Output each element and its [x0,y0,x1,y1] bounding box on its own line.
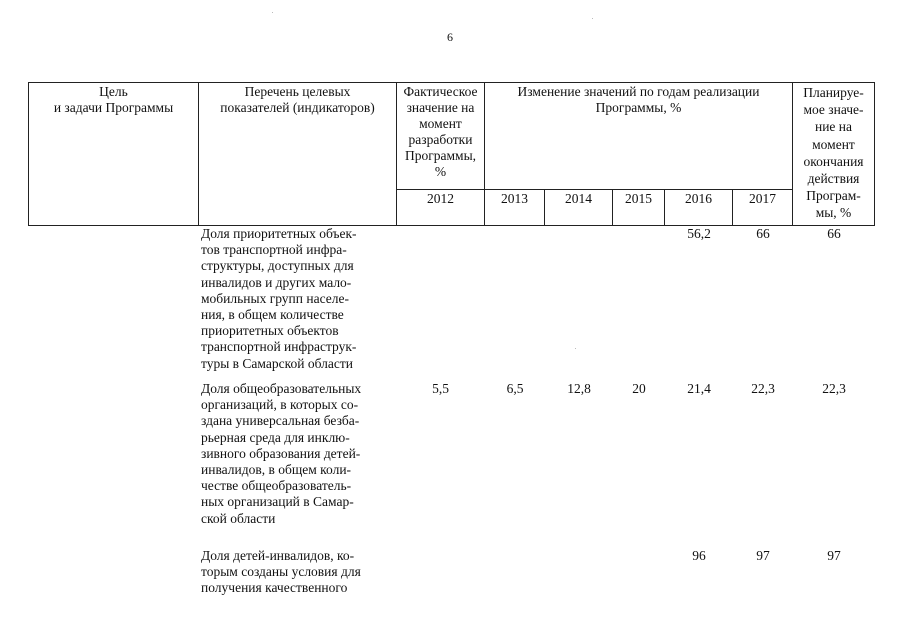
year-2014-header: 2014 [545,190,613,226]
table-header [28,82,875,226]
value-2016: 56,2 [687,226,711,241]
planned-value: 22,3 [822,381,846,396]
year-2015-header: 2015 [613,190,665,226]
value-2017: 97 [756,548,770,563]
value-2016: 21,4 [687,381,711,396]
indicator-text: Доля приоритетных объек- тов транспортной инфра- структуры, доступных для инвалидов и других мало- мобильных групп населе- ния, в общем количестве приоритетных объектов транспортной инфраструк- туры в Самарской области [201,226,357,371]
planned-value: 97 [827,548,841,563]
year-2016-header: 2016 [665,190,733,226]
actual-value-header: Фактическое значение на момент разработки Программы, % [397,83,485,190]
page-number: 6 [447,30,453,44]
value-2015: 20 [632,381,646,396]
value-2013: 6,5 [506,381,524,396]
goal-header: Цель и задачи Программы [29,83,199,226]
scan-speck [575,348,576,349]
indicators-header: Перечень целевых показателей (индикаторов) [199,83,397,226]
year-2017-header: 2017 [733,190,793,226]
indicator-text: Доля детей-инвалидов, ко- торым созданы условия для получения качественного [201,548,361,596]
value-2012: 5,5 [432,381,449,396]
scan-speck [592,18,593,19]
value-2017: 66 [756,226,770,241]
indicator-text: Доля общеобразовательных организаций, в которых со- здана универсальная безба- рьерная среда для инклю- зивного образования детей- инвалидов, в общем коли- честве общеобразователь- ных организаций в Самар- ской области [201,381,362,526]
year-2012-header: 2012 [397,190,485,226]
scan-speck [272,12,273,13]
year-changes-header: Изменение значений по годам реализации Программы, % [485,83,793,190]
value-2017: 22,3 [751,381,775,396]
planned-value-header: Планируе- мое значе- ние на момент окончания действия Програм- мы, % [793,83,875,226]
planned-value: 66 [827,226,841,241]
year-2013-header: 2013 [485,190,545,226]
value-2016: 96 [692,548,706,563]
value-2014: 12,8 [567,381,591,396]
